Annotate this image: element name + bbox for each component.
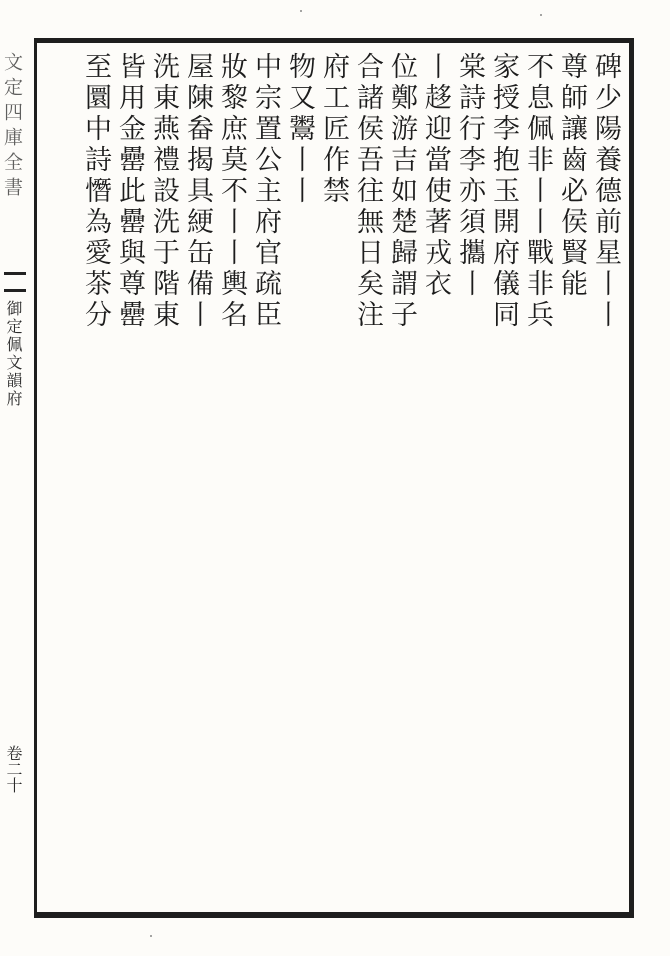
text-column: 至圜中詩憯為愛茶分 <box>80 52 111 331</box>
text-column: 屋陳畚揭具綆缶備丨 <box>182 52 213 331</box>
text-column: 丨趍迎當使著戎衣 <box>420 52 451 300</box>
left-frame-rule <box>34 38 37 918</box>
text-column: 合諸侯吾往無日矣注 <box>352 52 383 331</box>
text-column: 不息佩非丨丨戰非兵 <box>522 52 553 331</box>
text-column: 位鄭游吉如楚歸謂子 <box>386 52 417 331</box>
margin-book-title: 文定四庫全書 <box>1 52 23 202</box>
text-column: 府工匠作禁 <box>318 52 349 207</box>
margin-collection-title: 御定佩文韻府 <box>4 300 23 408</box>
text-column: 家授李抱玉開府儀同 <box>488 52 519 331</box>
text-column: 物又鬻丨丨 <box>284 52 315 207</box>
fishtail-mark <box>4 272 26 292</box>
scan-speck <box>300 10 302 12</box>
text-column: 皆用金罍此罍與尊罍 <box>114 52 145 331</box>
scan-speck <box>150 935 152 937</box>
text-column: 棠詩行李亦須攜丨 <box>454 52 485 300</box>
text-column: 中宗置公主府官疏臣 <box>250 52 281 331</box>
margin-folio-number: 卷二十 <box>4 745 23 793</box>
scan-speck <box>540 14 542 16</box>
text-column: 尊師讓齒必侯賢能 <box>556 52 587 300</box>
text-column: 洗東燕禮設洗于階東 <box>148 52 179 331</box>
text-column: 碑少陽養德前星丨丨 <box>590 52 621 331</box>
top-frame-rule <box>34 38 634 43</box>
text-column: 妝黎庶莫不丨丨輿名 <box>216 52 247 331</box>
bottom-frame-rule <box>34 912 634 918</box>
right-frame-rule <box>629 38 634 918</box>
